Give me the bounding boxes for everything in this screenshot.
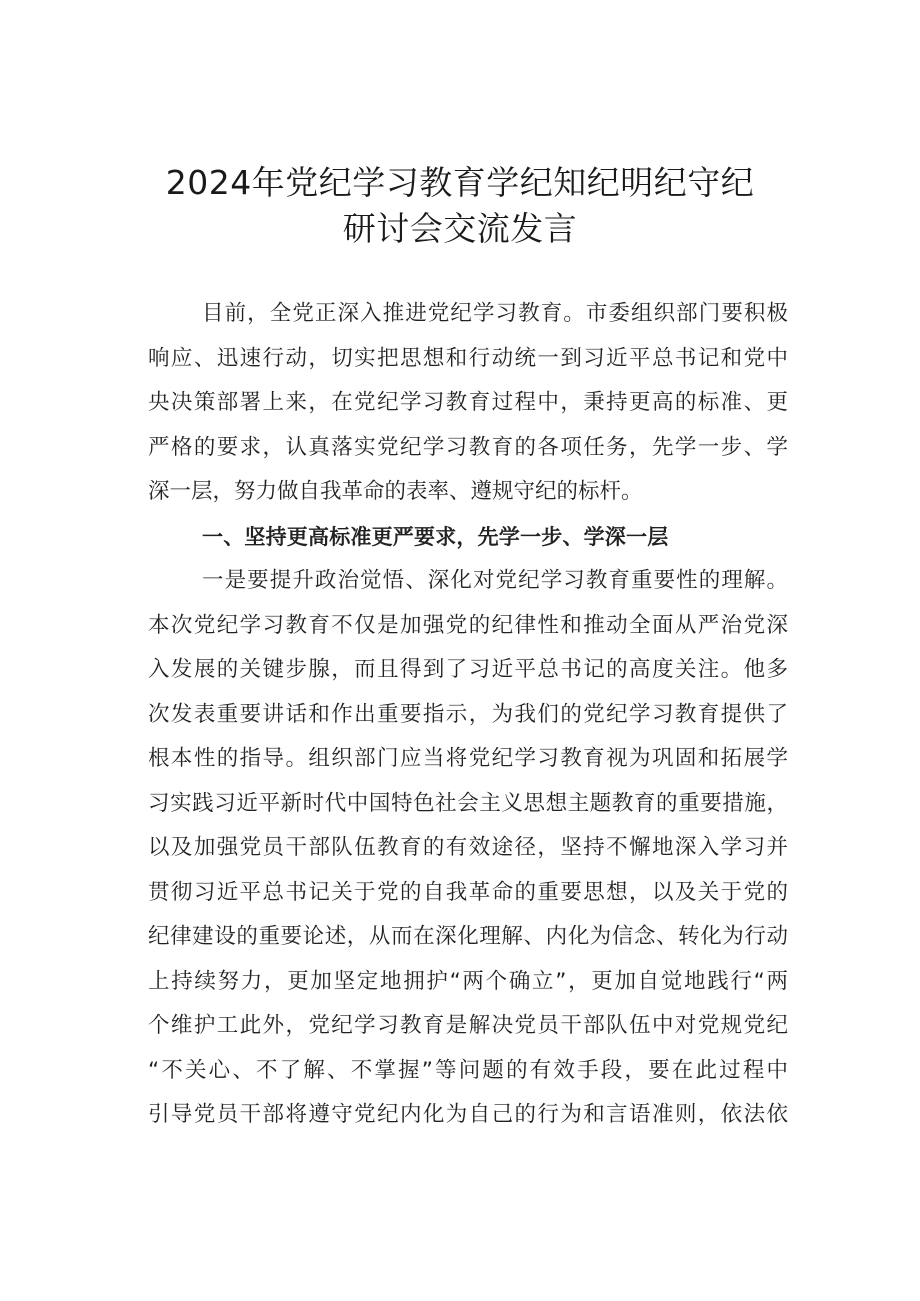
body-text-line: 一是要提升政治觉悟、深化对党纪学习教育重要性的理解。: [202, 568, 788, 593]
body-text-line: 以及加强党员干部队伍教育的有效途径，坚持不懈地深入学习并: [148, 835, 788, 860]
body-text-line: 贯彻习近平总书记关于党的自我革命的重要思想，以及关于党的: [148, 879, 788, 905]
body-text-line: “不关心、不了解、不掌握”等问题的有效手段，要在此过程中: [148, 1057, 788, 1083]
body-text-line: 深一层，努力做自我革命的表率、遵规守纪的标杆。: [148, 479, 643, 504]
body-text-line: 纪律建设的重要论述，从而在深化理解、内化为信念、转化为行动: [148, 924, 788, 949]
body-text-line: 本次党纪学习教育不仅是加强党的纪律性和推动全面从严治党深: [148, 612, 788, 638]
body-text-line: 引导党员干部将遵守党纪内化为自己的行为和言语准则，依法依: [148, 1102, 788, 1127]
body-text-line: 目前，全党正深入推进党纪学习教育。市委组织部门要积极: [202, 301, 788, 326]
body-text-line: 响应、迅速行动，切实把思想和行动统一到习近平总书记和党中: [148, 345, 788, 371]
section-heading: 一、坚持更高标准更严要求，先学一步、学深一层: [202, 524, 669, 549]
body-text-line: 个维护工此外，党纪学习教育是解决党员干部队伍中对党规党纪: [148, 1013, 788, 1038]
document-title-line-1: 2024年党纪学习教育学纪知纪明纪守纪: [165, 163, 755, 202]
body-text-line: 上持续努力，更加坚定地拥护“两个确立”，更加自觉地践行“两: [148, 968, 788, 994]
body-text-line: 入发展的关键步腺，而且得到了习近平总书记的高度关注。他多: [148, 657, 788, 682]
body-text-line: 习实践习近平新时代中国特色社会主义思想主题教育的重要措施，: [148, 790, 788, 816]
document-title-line-2: 研讨会交流发言: [342, 209, 578, 248]
body-text-line: 严格的要求，认真落实党纪学习教育的各项任务，先学一步、学: [148, 434, 788, 460]
document-body: [148, 292, 788, 1138]
body-text-line: 央决策部署上来，在党纪学习教育过程中，秉持更高的标准、更: [148, 390, 788, 415]
body-text-line: 根本性的指导。组织部门应当将党纪学习教育视为巩固和拓展学: [148, 746, 788, 771]
body-text-line: 次发表重要讲话和作出重要指示，为我们的党纪学习教育提供了: [148, 701, 788, 727]
